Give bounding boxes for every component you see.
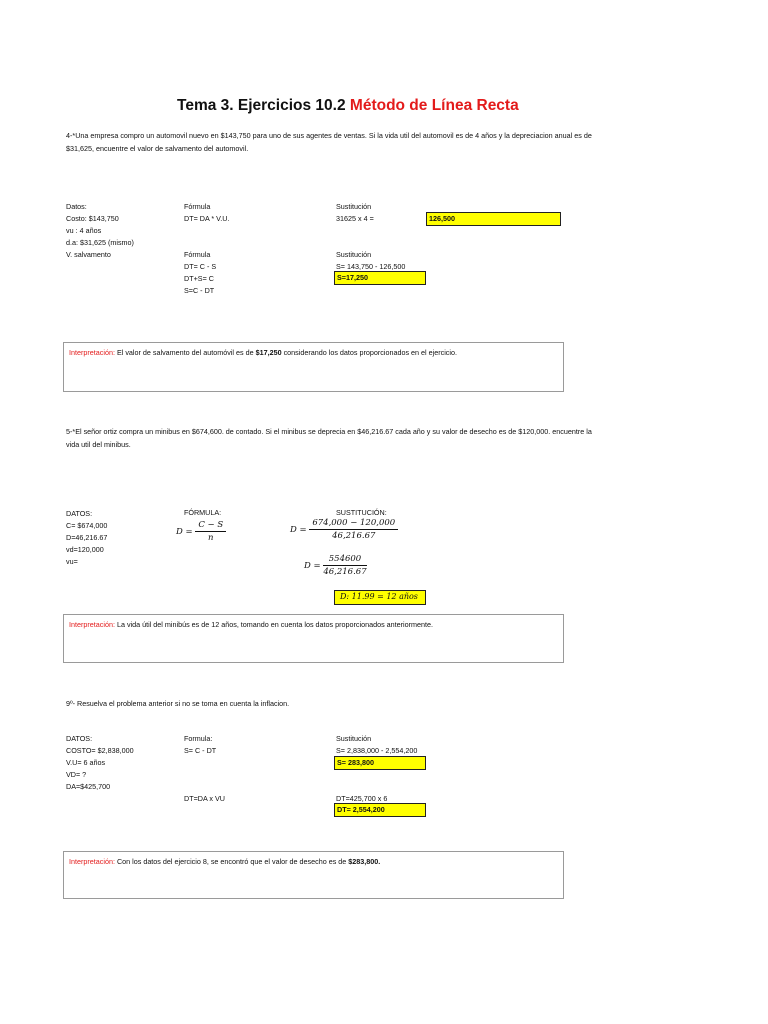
page-title xyxy=(177,97,519,115)
formula-text: DT+S= C xyxy=(184,274,214,283)
formula-label: Fórmula xyxy=(184,202,211,211)
substitution-label: Sustitución xyxy=(336,734,372,743)
exercise-9-substitution xyxy=(336,733,417,757)
formula-lhs: D = xyxy=(304,561,321,571)
exercise-5-formula-label: FÓRMULA: xyxy=(184,508,222,517)
formula-label: Formula: xyxy=(184,734,213,743)
formula-text: S= C - DT xyxy=(184,746,217,755)
datos-line: vu : 4 años xyxy=(66,226,102,235)
datos-line: COSTO= $2,838,000 xyxy=(66,746,134,755)
exercise-4-substitution-2 xyxy=(336,249,405,273)
exercise-4-interpretation xyxy=(63,342,564,392)
exercise-5-substitution-2 xyxy=(304,554,367,577)
interpretation-label: Interpretación: xyxy=(69,857,115,866)
interpretation-value: $17,250 xyxy=(255,348,282,357)
fraction-denominator: n xyxy=(208,533,214,543)
title-main: Tema 3. Ejercicios 10.2 xyxy=(177,97,346,114)
datos-line: DATOS: xyxy=(66,734,93,743)
exercise-4-formula-1 xyxy=(184,201,229,225)
formula-fraction xyxy=(195,520,226,543)
exercise-9-statement: 9º- Resuelva el problema anterior si no se toma en cuenta la inflacion. xyxy=(66,699,290,708)
datos-line: VD= ? xyxy=(66,770,87,779)
formula-text: S=C - DT xyxy=(184,286,215,295)
formula-label: Fórmula xyxy=(184,250,211,259)
datos-line: C= $674,000 xyxy=(66,521,108,530)
fraction-denominator: 46,216.67 xyxy=(323,567,367,577)
fraction-numerator: 554600 xyxy=(323,554,366,566)
fraction-numerator: 674,000 − 120,000 xyxy=(309,518,398,530)
datos-line: Datos: xyxy=(66,202,87,211)
exercise-4-substitution-1 xyxy=(336,201,374,225)
exercise-4-datos xyxy=(66,201,134,261)
exercise-9-datos xyxy=(66,733,134,793)
substitution-text: S= 2,838,000 - 2,554,200 xyxy=(336,746,418,755)
fraction-denominator: 46,216.67 xyxy=(332,531,376,541)
substitution-text: 31625 x 4 = xyxy=(336,214,374,223)
interpretation-text: La vida útil del minibús es de 12 años, tomando en cuenta los datos proporcionados anteriormente. xyxy=(114,620,433,629)
exercise-5-result: D: 11.99 = 12 años xyxy=(334,590,426,605)
datos-line: V. salvamento xyxy=(66,250,111,259)
formula-lhs: D = xyxy=(290,525,307,535)
formula-text: DT= C - S xyxy=(184,262,217,271)
exercise-9-result-2: DT= 2,554,200 xyxy=(334,803,426,817)
substitution-text: S= 143,750 - 126,500 xyxy=(336,262,406,271)
exercise-9-substitution-2: DT=425,700 x 6 xyxy=(336,794,388,803)
formula-fraction xyxy=(323,554,366,577)
formula-fraction xyxy=(309,518,398,541)
substitution-label: Sustitución xyxy=(336,202,372,211)
formula-text: DT= DA * V.U. xyxy=(184,214,230,223)
datos-line: vu= xyxy=(66,557,78,566)
exercise-5-substitution-1 xyxy=(290,518,398,541)
exercise-5-datos xyxy=(66,508,107,568)
exercise-4-result-2: S=17,250 xyxy=(334,271,426,285)
substitution-label: Sustitución xyxy=(336,250,372,259)
datos-line: vd=120,000 xyxy=(66,545,104,554)
interpretation-text: Con los datos del ejercicio 8, se encontró que el valor de desecho es de xyxy=(114,857,349,866)
datos-line: V.U= 6 años xyxy=(66,758,106,767)
datos-line: d.a: $31,625 (mismo) xyxy=(66,238,134,247)
interpretation-text: considerando los datos proporcionados en el ejercicio. xyxy=(281,348,457,357)
fraction-numerator: C − S xyxy=(195,520,226,532)
exercise-4-result-1: 126,500 xyxy=(426,212,561,226)
exercise-5-interpretation xyxy=(63,614,564,663)
datos-line: DATOS: xyxy=(66,509,93,518)
exercise-9-interpretation xyxy=(63,851,564,899)
interpretation-text: El valor de salvamento del automóvil es de xyxy=(114,348,256,357)
interpretation-value: $283,800. xyxy=(348,857,381,866)
datos-line: DA=$425,700 xyxy=(66,782,111,791)
exercise-9-result-1: S= 283,800 xyxy=(334,756,426,770)
datos-line: D=46,216.67 xyxy=(66,533,108,542)
exercise-9-formula-2: DT=DA x VU xyxy=(184,794,225,803)
exercise-9-formula xyxy=(184,733,216,757)
formula-lhs: D = xyxy=(176,527,193,537)
datos-line: Costo: $143,750 xyxy=(66,214,119,223)
exercise-4-statement: 4-*Una empresa compro un automovil nuevo en $143,750 para uno de sus agentes de ventas. Si la vida util del automovil es de 4 años y la depreciacion anual es de $31,625, encuentre el valor de salvamento del automovil. xyxy=(66,131,592,153)
exercise-4-formula-2 xyxy=(184,249,216,297)
exercise-5-statement: 5-*El señor ortiz compra un minibus en $674,600. de contado. Si el minibus se deprecia en $46,216.67 cada año y su valor de desecho es de $120,000. encuentre la vida util del minibus. xyxy=(66,427,592,449)
title-accent: Método de Línea Recta xyxy=(349,97,519,114)
interpretation-label: Interpretación: xyxy=(69,348,115,357)
exercise-5-formula xyxy=(176,520,226,543)
interpretation-label: Interpretación: xyxy=(69,620,115,629)
exercise-5-substitution-label: SUSTITUCIÓN: xyxy=(336,508,387,517)
